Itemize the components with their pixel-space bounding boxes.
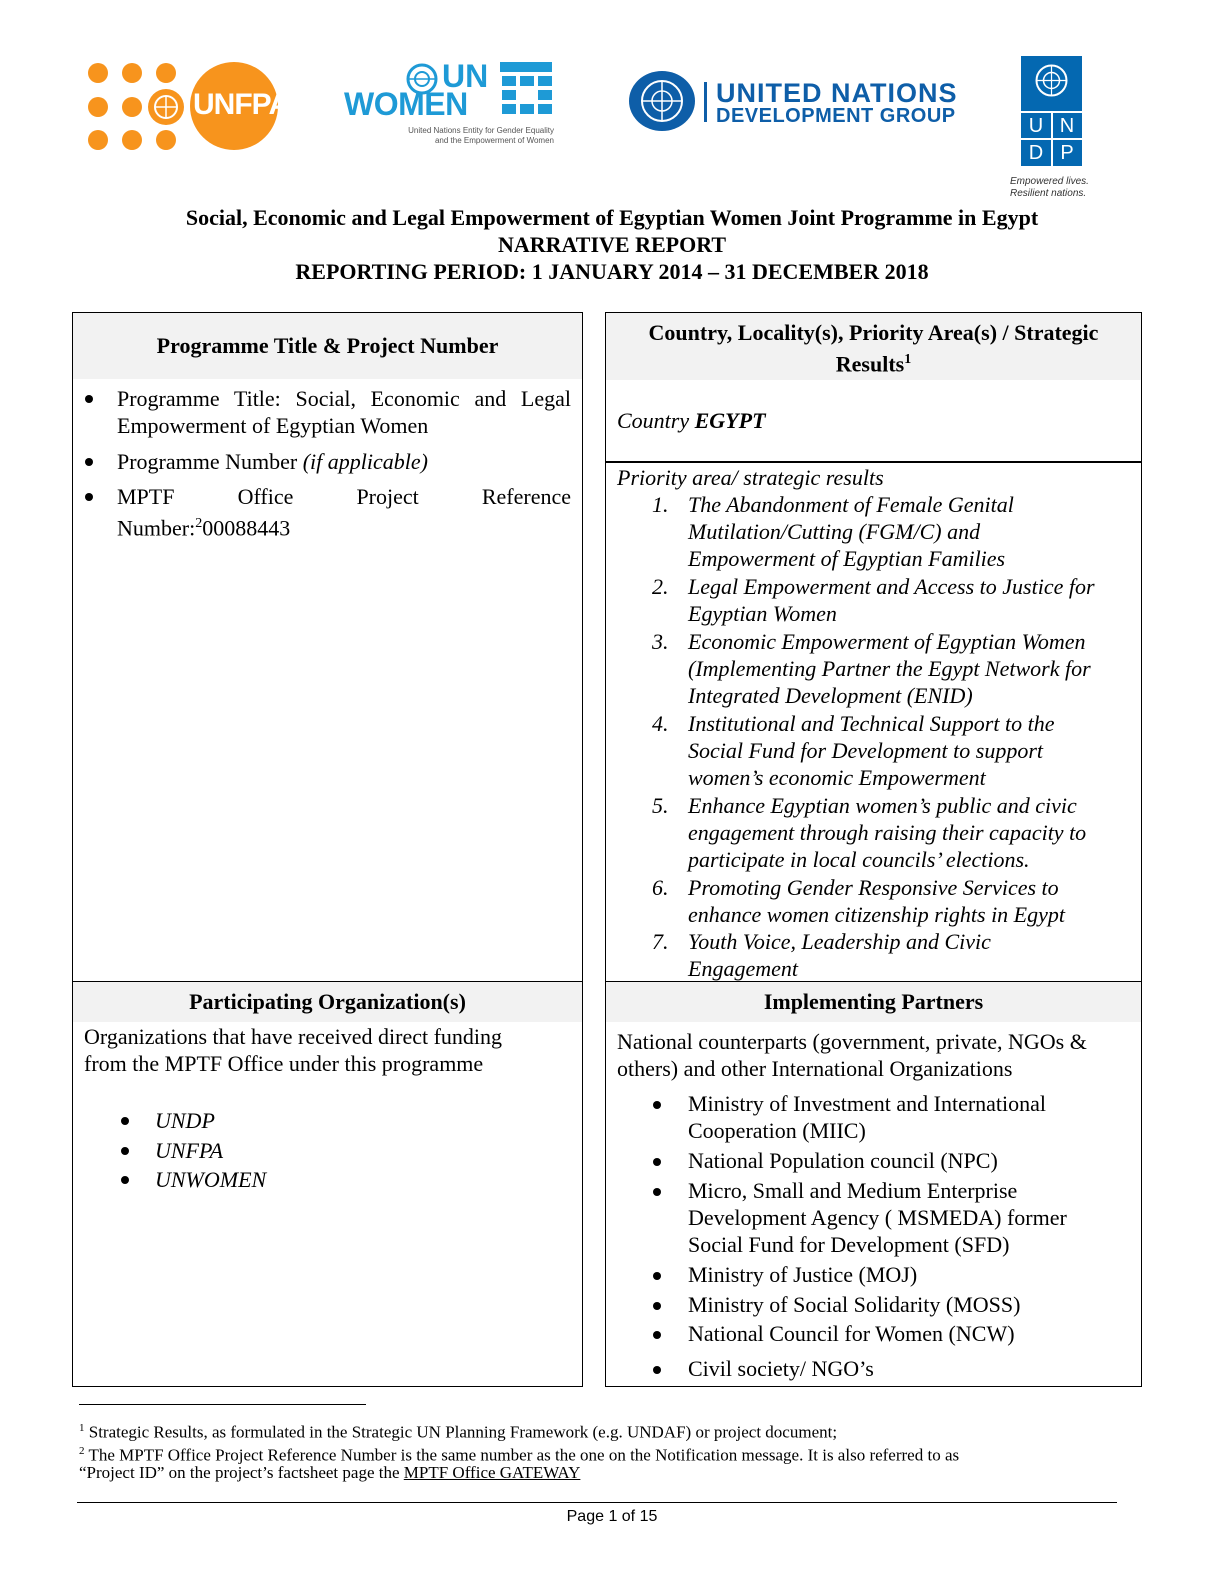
undg-wordmark-line1: UNITED NATIONS bbox=[716, 78, 958, 108]
mptf-number-label: Number: bbox=[117, 515, 196, 541]
undp-letter: D bbox=[1022, 141, 1050, 165]
unwomen-tagline-line: and the Empowerment of Women bbox=[434, 136, 554, 145]
unwomen-wordmark-un: UN bbox=[442, 58, 489, 94]
priority-item-number: 1. bbox=[652, 492, 669, 518]
country-field bbox=[617, 407, 766, 434]
programme-number-item bbox=[117, 448, 571, 475]
programme-title-line: Programme Title: Social, Economic and Legal bbox=[117, 386, 571, 411]
un-emblem-icon bbox=[146, 87, 186, 127]
bullet-icon bbox=[121, 1117, 129, 1125]
partners-intro-line: others) and other International Organizations bbox=[617, 1056, 1013, 1081]
partner-item-line: Civil society/ NGO’s bbox=[688, 1355, 874, 1381]
country-box bbox=[605, 312, 1142, 463]
bullet-icon bbox=[653, 1101, 661, 1109]
report-subtitle: NARRATIVE REPORT bbox=[497, 232, 726, 257]
priority-item-line: engagement through raising their capacity to bbox=[688, 819, 1087, 845]
priority-item-line: Legal Empowerment and Access to Justice for bbox=[688, 574, 1095, 600]
priority-item-number: 3. bbox=[652, 628, 669, 654]
mptf-reference-line bbox=[117, 483, 571, 510]
undp-box bbox=[1021, 56, 1082, 166]
bullet-icon bbox=[653, 1272, 661, 1280]
org-item: UNDP bbox=[155, 1108, 215, 1133]
partner-item bbox=[688, 1261, 1138, 1288]
footnote-mark: 1 bbox=[79, 1422, 85, 1434]
logo-dot bbox=[88, 63, 108, 83]
undp-letter: P bbox=[1053, 141, 1081, 165]
participating-box bbox=[72, 981, 583, 1387]
partner-item-line: National Population council (NPC) bbox=[688, 1148, 998, 1173]
bullet-icon bbox=[85, 458, 93, 466]
partners-heading: Implementing Partners bbox=[606, 982, 1141, 1022]
partner-item-line: Ministry of Justice (MOJ) bbox=[688, 1262, 918, 1287]
logo-dot bbox=[156, 63, 176, 83]
undp-tagline-line: Resilient nations. bbox=[1010, 188, 1087, 199]
mptf-word: Project bbox=[356, 484, 419, 509]
unfpa-wordmark: UNFPA bbox=[193, 88, 290, 121]
priority-item-line: Youth Voice, Leadership and Civic bbox=[688, 929, 991, 955]
priority-item-number: 7. bbox=[652, 929, 669, 955]
bullet-icon bbox=[653, 1366, 661, 1374]
partner-item-line: Micro, Small and Medium Enterprise bbox=[688, 1177, 1018, 1203]
bullet-icon bbox=[653, 1331, 661, 1339]
partners-intro-line: National counterparts (government, private, NGOs & bbox=[617, 1029, 1087, 1054]
undg-wordmark-line2: DEVELOPMENT GROUP bbox=[716, 105, 956, 127]
priority-item-line: The Abandonment of Female Genital bbox=[688, 492, 1014, 518]
priority-item bbox=[688, 628, 1138, 709]
participating-heading: Participating Organization(s) bbox=[73, 982, 582, 1022]
unwomen-grid-icon bbox=[500, 62, 552, 122]
priority-item bbox=[688, 491, 1138, 572]
country-value: EGYPT bbox=[694, 408, 766, 433]
priority-item-line: Enhance Egyptian women’s public and civic bbox=[688, 792, 1077, 818]
priority-item bbox=[688, 573, 1138, 627]
bullet-icon bbox=[85, 493, 93, 501]
un-emblem-icon bbox=[1034, 63, 1069, 98]
footnote-text: The MPTF Office Project Reference Number is the same number as the one on the Notification message. It is also referred to as bbox=[84, 1445, 960, 1465]
priority-item-line: (Implementing Partner the Egypt Network for bbox=[688, 655, 1091, 681]
footnote-separator bbox=[79, 1404, 366, 1405]
footnote-ref[interactable]: 2 bbox=[195, 516, 203, 531]
footnote-text: Strategic Results, as formulated in the Strategic UN Planning Framework (e.g. UNDAF) or project document; bbox=[84, 1422, 838, 1442]
programme-box-heading: Programme Title & Project Number bbox=[73, 313, 582, 379]
participating-intro bbox=[84, 1023, 502, 1077]
page-footer-rule bbox=[77, 1502, 1117, 1503]
footnote-mark: 2 bbox=[79, 1445, 85, 1457]
logo-dot bbox=[122, 63, 142, 83]
mptf-reference-number bbox=[117, 510, 571, 541]
priority-item-line: Mutilation/Cutting (FGM/C) and bbox=[688, 519, 981, 545]
programme-box bbox=[72, 312, 583, 983]
bullet-icon bbox=[653, 1158, 661, 1166]
priority-item bbox=[688, 874, 1138, 928]
country-box-heading bbox=[606, 313, 1141, 380]
programme-number-label: Programme Number bbox=[117, 449, 303, 474]
partner-item-line: Social Fund for Development (SFD) bbox=[688, 1231, 1010, 1257]
bullet-icon bbox=[653, 1188, 661, 1196]
logo-dot bbox=[122, 130, 142, 150]
reporting-period: REPORTING PERIOD: 1 JANUARY 2014 – 31 DECEMBER 2018 bbox=[295, 259, 929, 284]
report-title: Social, Economic and Legal Empowerment of Egyptian Women Joint Programme in Egypt bbox=[185, 205, 1039, 230]
partner-item bbox=[688, 1177, 1138, 1258]
priority-item-line: Engagement bbox=[688, 956, 798, 982]
priority-heading: Priority area/ strategic results bbox=[617, 465, 884, 490]
undp-tagline bbox=[1010, 176, 1089, 200]
mptf-word: Reference bbox=[481, 484, 571, 509]
mptf-reference-item bbox=[117, 483, 571, 541]
programme-title-item bbox=[117, 385, 571, 439]
priority-item-line: enhance women citizenship rights in Egypt bbox=[688, 901, 1065, 927]
org-item: UNFPA bbox=[155, 1137, 224, 1163]
bullet-icon bbox=[121, 1147, 129, 1155]
priority-box bbox=[605, 461, 1142, 983]
country-heading-line: Results bbox=[835, 351, 905, 377]
priority-item-line: Social Fund for Development to support bbox=[688, 737, 1044, 763]
country-label: Country bbox=[617, 408, 695, 433]
org-item: UNWOMEN bbox=[155, 1167, 267, 1192]
priority-item bbox=[688, 928, 1138, 982]
partner-item-line: Ministry of Investment and International bbox=[688, 1091, 1047, 1116]
mptf-gateway-link[interactable]: MPTF Office GATEWAY bbox=[403, 1463, 581, 1482]
priority-item-number: 2. bbox=[652, 574, 669, 600]
country-heading-line: Country, Locality(s), Priority Area(s) / Strategic bbox=[648, 320, 1099, 345]
priority-item-line: Promoting Gender Responsive Services to bbox=[688, 874, 1059, 900]
logo-dot bbox=[156, 130, 176, 150]
bullet-icon bbox=[121, 1176, 129, 1184]
bullet-icon bbox=[85, 395, 93, 403]
mptf-number-value: 00088443 bbox=[202, 515, 291, 541]
partner-item bbox=[688, 1147, 1138, 1174]
unwomen-wordmark-women: WOMEN bbox=[344, 86, 468, 122]
logo-dot bbox=[88, 97, 108, 117]
undp-letter: U bbox=[1022, 114, 1050, 138]
priority-item-line: Integrated Development (ENID) bbox=[688, 682, 973, 708]
undp-tagline-line: Empowered lives. bbox=[1010, 176, 1089, 187]
partner-item bbox=[688, 1291, 1138, 1318]
priority-item-line: Institutional and Technical Support to the bbox=[688, 710, 1055, 736]
logo-dot bbox=[88, 130, 108, 150]
footnote-ref[interactable]: 1 bbox=[904, 352, 912, 367]
bullet-icon bbox=[653, 1302, 661, 1310]
undg-divider bbox=[704, 82, 707, 122]
footnote-text: “Project ID” on the project’s factsheet page the bbox=[79, 1463, 404, 1482]
participating-intro-line: from the MPTF Office under this programme bbox=[84, 1051, 484, 1076]
priority-item-line: women’s economic Empowerment bbox=[688, 764, 986, 790]
programme-title-line: Empowerment of Egyptian Women bbox=[117, 413, 429, 438]
page-number: Page 1 of 15 bbox=[566, 1508, 658, 1525]
partner-item bbox=[688, 1090, 1138, 1144]
partner-item bbox=[688, 1355, 1138, 1382]
priority-item-line: Egyptian Women bbox=[688, 601, 837, 627]
unwomen-tagline bbox=[384, 126, 554, 146]
priority-item-line: participate in local councils’ elections. bbox=[688, 846, 1030, 872]
partner-item bbox=[688, 1320, 1138, 1347]
partner-item-line: Cooperation (MIIC) bbox=[688, 1118, 866, 1143]
footnote-2-continued bbox=[79, 1462, 580, 1484]
partners-box bbox=[605, 981, 1142, 1387]
priority-item bbox=[688, 792, 1138, 873]
priority-item-line: Empowerment of Egyptian Families bbox=[688, 546, 1006, 572]
unwomen-tagline-line: United Nations Entity for Gender Equality bbox=[408, 126, 554, 135]
partner-item-line: Development Agency ( MSMEDA) former bbox=[688, 1204, 1067, 1230]
mptf-word: MPTF bbox=[117, 484, 175, 509]
partner-item-line: National Council for Women (NCW) bbox=[688, 1321, 1015, 1346]
partner-item-line: Ministry of Social Solidarity (MOSS) bbox=[688, 1291, 1021, 1317]
un-emblem-icon bbox=[627, 70, 697, 132]
logo-dot bbox=[122, 97, 142, 117]
priority-item bbox=[688, 710, 1138, 791]
programme-number-note: (if applicable) bbox=[302, 449, 428, 474]
priority-item-line: Economic Empowerment of Egyptian Women bbox=[688, 628, 1086, 654]
undp-letter: N bbox=[1053, 114, 1081, 138]
participating-intro-line: Organizations that have received direct funding bbox=[84, 1024, 503, 1049]
partners-intro bbox=[617, 1028, 1087, 1082]
priority-item-number: 4. bbox=[652, 710, 669, 736]
priority-item-number: 5. bbox=[652, 792, 669, 818]
priority-item-number: 6. bbox=[652, 874, 669, 900]
mptf-word: Office bbox=[237, 484, 294, 509]
